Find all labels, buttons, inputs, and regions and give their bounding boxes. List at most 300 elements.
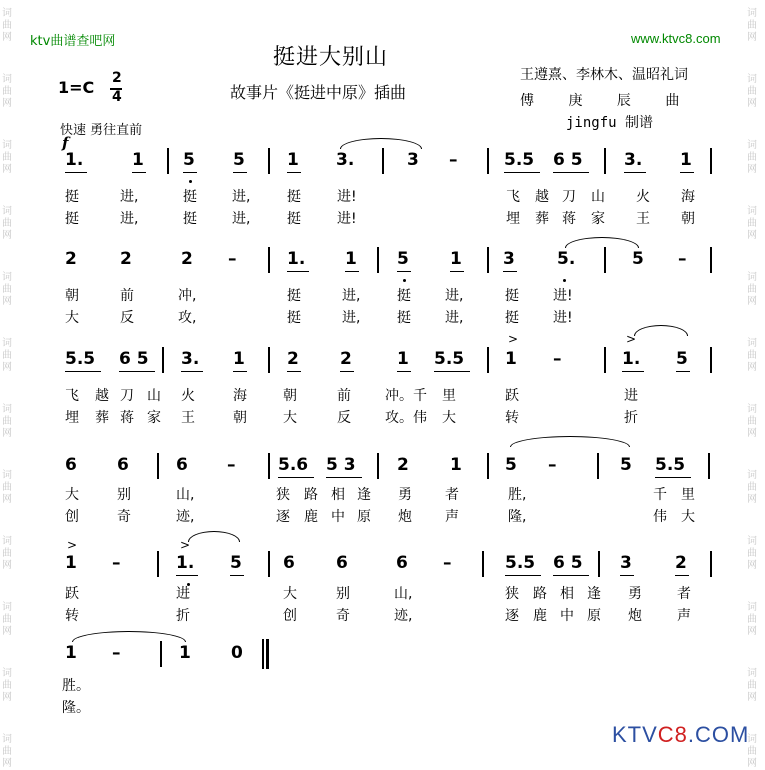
underline — [287, 271, 309, 272]
lyric: 越 — [535, 189, 549, 205]
lyricists: 王遵熹、李林木、温昭礼词 — [520, 67, 688, 83]
barline — [604, 347, 606, 373]
note: 3 — [503, 249, 515, 269]
lyric: 伟 — [653, 509, 667, 525]
note: 5 — [505, 455, 517, 475]
watermark-char: 网 — [747, 428, 757, 439]
lyric: 原 — [357, 509, 371, 525]
note: 1 — [287, 150, 299, 170]
watermark-char: 词 — [747, 668, 757, 679]
underline — [181, 371, 203, 372]
note: 1 — [65, 643, 77, 663]
note: 1. — [65, 150, 84, 170]
lyric: 埋 — [506, 211, 520, 227]
lyric: 朝 — [233, 410, 247, 426]
barline — [167, 148, 169, 174]
watermark-char: 曲 — [747, 86, 757, 97]
note: 3. — [336, 150, 355, 170]
underline — [655, 477, 691, 478]
watermark-char: 词 — [2, 734, 12, 745]
note: 3 — [620, 553, 632, 573]
lyric: 里 — [442, 388, 456, 404]
note: – — [449, 150, 458, 170]
note: 1 — [450, 455, 462, 475]
lyric: 进 — [176, 586, 190, 602]
barline — [598, 551, 600, 577]
watermark-char: 词 — [2, 206, 12, 217]
note: 1 — [179, 643, 191, 663]
note: 5.5 — [65, 349, 96, 369]
accent: > — [180, 538, 191, 552]
lyric: 挺 — [65, 211, 79, 227]
note: 6 — [117, 455, 129, 475]
watermark-char: 词 — [747, 470, 757, 481]
lyric: 刀 — [120, 388, 134, 404]
lyric: 大 — [65, 310, 79, 326]
lyric: 狭 — [505, 586, 519, 602]
watermark-char: 词 — [2, 272, 12, 283]
lyric: 狭 — [276, 487, 290, 503]
underline — [119, 371, 155, 372]
watermark-char: 网 — [747, 164, 757, 175]
note: 3 — [407, 150, 419, 170]
underline — [65, 172, 87, 173]
underline — [434, 371, 470, 372]
watermark-char: 词 — [747, 536, 757, 547]
watermark-char: 词 — [2, 668, 12, 679]
watermark-char: 曲 — [747, 218, 757, 229]
lyric: 进, — [120, 189, 139, 205]
watermark-char: 曲 — [747, 746, 757, 757]
watermark-char: 词 — [747, 734, 757, 745]
lyric: 火 — [636, 189, 650, 205]
watermark-char: 曲 — [747, 548, 757, 559]
barline — [268, 347, 270, 373]
lyric: 里 — [681, 487, 695, 503]
slur — [565, 237, 639, 248]
lyric: 海 — [233, 388, 247, 404]
lyric: 中 — [560, 608, 574, 624]
lyric: 进, — [445, 310, 464, 326]
lyric: 朝 — [65, 288, 79, 304]
note: 6 — [283, 553, 295, 573]
barline — [162, 347, 164, 373]
underline — [622, 371, 644, 372]
watermark-char: 网 — [747, 560, 757, 571]
lyric: 声 — [677, 608, 691, 624]
note: 1 — [233, 349, 245, 369]
lyric: 王 — [181, 410, 195, 426]
note: 6 5 — [553, 553, 583, 573]
note: 5 — [632, 249, 644, 269]
site-name[interactable]: ktv曲谱查吧网 — [30, 34, 116, 49]
note: 3. — [624, 150, 643, 170]
underline — [504, 172, 540, 173]
underline — [278, 477, 314, 478]
lyric: 进! — [553, 310, 573, 326]
slur — [340, 138, 422, 149]
lyric: 山, — [394, 586, 413, 602]
lyric: 进, — [445, 288, 464, 304]
slur — [634, 325, 688, 336]
watermark-char: 曲 — [747, 680, 757, 691]
barline — [604, 148, 606, 174]
watermark-char: 网 — [2, 296, 12, 307]
watermark-char: 曲 — [747, 20, 757, 31]
underline — [230, 575, 244, 576]
octave-dot — [563, 279, 566, 282]
lyric: 迹, — [176, 509, 195, 525]
underline — [287, 371, 301, 372]
lyric: 奇 — [117, 509, 131, 525]
octave-dot — [403, 279, 406, 282]
lyric: 相 — [331, 487, 345, 503]
watermark-char: 词 — [747, 206, 757, 217]
barline — [710, 347, 712, 373]
lyric: 蒋 — [120, 410, 134, 426]
watermark-char: 曲 — [2, 482, 12, 493]
lyric: 朝 — [681, 211, 695, 227]
lyric: 挺 — [287, 189, 301, 205]
lyric: 跃 — [65, 586, 79, 602]
note: 5 3 — [326, 455, 356, 475]
slur — [188, 531, 240, 542]
watermark-char: 曲 — [2, 548, 12, 559]
lyric: 挺 — [183, 211, 197, 227]
watermark-char: 词 — [2, 602, 12, 613]
watermark-char: 网 — [747, 362, 757, 373]
lyric: 挺 — [183, 189, 197, 205]
barline — [710, 247, 712, 273]
lyric: 鹿 — [533, 608, 547, 624]
underline — [505, 575, 541, 576]
lyric: 逐 — [505, 608, 519, 624]
accent: > — [67, 538, 78, 552]
note: 5.5 — [655, 455, 686, 475]
note: – — [112, 553, 121, 573]
barline — [382, 148, 384, 174]
watermark-char: 网 — [747, 32, 757, 43]
transcriber: jingfu 制谱 — [566, 115, 654, 131]
underline — [340, 371, 354, 372]
watermark-char: 网 — [2, 560, 12, 571]
lyric: 进, — [120, 211, 139, 227]
note: 2 — [340, 349, 352, 369]
underline — [624, 172, 646, 173]
underline — [553, 172, 589, 173]
lyric: 进, — [342, 288, 361, 304]
lyric: 挺 — [287, 310, 301, 326]
lyric: 大 — [283, 586, 297, 602]
lyric: 原 — [587, 608, 601, 624]
note: 5.5 — [505, 553, 536, 573]
watermark-char: 词 — [2, 536, 12, 547]
underline — [233, 371, 247, 372]
barline — [487, 247, 489, 273]
underline — [326, 477, 362, 478]
watermark-char: 词 — [747, 74, 757, 85]
watermark-char: 词 — [2, 74, 12, 85]
watermark-char: 网 — [2, 626, 12, 637]
underline — [397, 271, 411, 272]
watermark-char: 网 — [2, 428, 12, 439]
note: 2 — [675, 553, 687, 573]
underline — [397, 371, 411, 372]
dynamic-marking: f — [62, 134, 69, 152]
lyric: 进! — [337, 211, 357, 227]
lyric: 刀 — [562, 189, 576, 205]
note: 5.6 — [278, 455, 309, 475]
barline — [157, 551, 159, 577]
watermark-char: 网 — [2, 230, 12, 241]
note: – — [678, 249, 687, 269]
logo-part-b: C8 — [657, 722, 688, 747]
lyric: 挺 — [397, 288, 411, 304]
lyric: 大 — [65, 487, 79, 503]
note: – — [112, 643, 121, 663]
note: 1 — [132, 150, 144, 170]
barline — [710, 148, 712, 174]
note: 5.5 — [434, 349, 465, 369]
watermark-char: 曲 — [747, 614, 757, 625]
lyric: 炮 — [628, 608, 642, 624]
lyric: 跃 — [505, 388, 519, 404]
lyric: 葬 — [535, 211, 549, 227]
watermark-char: 词 — [747, 8, 757, 19]
watermark-char: 曲 — [747, 152, 757, 163]
note: – — [443, 553, 452, 573]
barline — [262, 639, 264, 669]
barline — [604, 247, 606, 273]
note: – — [548, 455, 557, 475]
lyric: 冲。千 — [385, 388, 427, 404]
time-signature-top: 2 — [112, 70, 122, 86]
note: 5 — [230, 553, 242, 573]
underline — [450, 271, 464, 272]
watermark-char: 网 — [747, 758, 757, 769]
lyric: 冲, — [178, 288, 197, 304]
lyric: 蒋 — [562, 211, 576, 227]
barline — [487, 347, 489, 373]
lyric: 炮 — [398, 509, 412, 525]
site-url[interactable]: www.ktvc8.com — [631, 31, 721, 46]
watermark-char: 曲 — [2, 284, 12, 295]
note: 1. — [176, 553, 195, 573]
lyric: 山 — [591, 189, 605, 205]
lyric: 家 — [147, 410, 161, 426]
underline — [680, 172, 694, 173]
watermark-char: 词 — [747, 272, 757, 283]
lyric: 山, — [176, 487, 195, 503]
lyric: 别 — [117, 487, 131, 503]
lyric: 挺 — [65, 189, 79, 205]
note: 2 — [65, 249, 77, 269]
lyric: 前 — [337, 388, 351, 404]
watermark-char: 曲 — [2, 416, 12, 427]
note: 6 — [176, 455, 188, 475]
barline — [708, 453, 710, 479]
lyric: 相 — [560, 586, 574, 602]
lyric: 千 — [653, 487, 667, 503]
lyric: 奇 — [336, 608, 350, 624]
lyric: 勇 — [398, 487, 412, 503]
lyric: 反 — [120, 310, 134, 326]
accent: > — [508, 332, 519, 346]
lyric: 反 — [337, 410, 351, 426]
lyric: 大 — [442, 410, 456, 426]
note: 6 5 — [119, 349, 149, 369]
lyric: 转 — [65, 608, 79, 624]
lyric: 挺 — [287, 288, 301, 304]
barline — [268, 247, 270, 273]
watermark-char: 词 — [747, 602, 757, 613]
note: 5 — [676, 349, 688, 369]
note: 2 — [120, 249, 132, 269]
underline — [675, 575, 689, 576]
lyric: 火 — [181, 388, 195, 404]
watermark-char: 曲 — [2, 746, 12, 757]
note: 1 — [65, 553, 77, 573]
note: – — [227, 455, 236, 475]
watermark-char: 网 — [2, 362, 12, 373]
watermark-char: 网 — [2, 98, 12, 109]
underline — [345, 271, 359, 272]
barline — [487, 453, 489, 479]
lyric: 挺 — [505, 310, 519, 326]
lyric: 创 — [65, 509, 79, 525]
underline — [503, 271, 517, 272]
slur — [72, 631, 186, 642]
note: 2 — [287, 349, 299, 369]
watermark-char: 网 — [747, 494, 757, 505]
note: 1. — [287, 249, 306, 269]
note: 1 — [450, 249, 462, 269]
watermark-char: 曲 — [747, 284, 757, 295]
lyric: 攻。伟 — [385, 410, 427, 426]
watermark-char: 曲 — [2, 218, 12, 229]
watermark-char: 词 — [2, 470, 12, 481]
lyric: 者 — [445, 487, 459, 503]
song-title: 挺进大别山 — [273, 45, 389, 70]
barline — [482, 551, 484, 577]
watermark-char: 曲 — [2, 86, 12, 97]
note: 1. — [622, 349, 641, 369]
lyric: 逐 — [276, 509, 290, 525]
note: 5 — [397, 249, 409, 269]
lyric: 隆。 — [62, 700, 90, 716]
watermark-char: 网 — [747, 98, 757, 109]
note: 5 — [233, 150, 245, 170]
note: 1 — [345, 249, 357, 269]
underline — [65, 371, 101, 372]
final-barline — [266, 639, 269, 669]
lyric: 进 — [624, 388, 638, 404]
watermark-char: 词 — [2, 404, 12, 415]
note: 1 — [505, 349, 517, 369]
lyric: 别 — [336, 586, 350, 602]
note: 1 — [680, 150, 692, 170]
watermark-char: 词 — [747, 140, 757, 151]
barline — [157, 453, 159, 479]
watermark-char: 词 — [2, 140, 12, 151]
lyric: 进! — [337, 189, 357, 205]
barline — [268, 453, 270, 479]
tempo-marking: 快速 勇往直前 — [60, 123, 143, 138]
watermark-char: 曲 — [2, 20, 12, 31]
watermark-char: 曲 — [2, 680, 12, 691]
lyric: 越 — [95, 388, 109, 404]
barline — [487, 148, 489, 174]
lyric: 大 — [681, 509, 695, 525]
underline — [676, 371, 690, 372]
lyric: 飞 — [65, 388, 79, 404]
note: – — [553, 349, 562, 369]
underline — [553, 575, 589, 576]
watermark-char: 曲 — [747, 416, 757, 427]
barline — [377, 247, 379, 273]
lyric: 隆, — [508, 509, 527, 525]
lyric: 路 — [533, 586, 547, 602]
barline — [268, 148, 270, 174]
lyric: 者 — [677, 586, 691, 602]
watermark-char: 词 — [2, 338, 12, 349]
underline — [233, 172, 247, 173]
note: 2 — [397, 455, 409, 475]
watermark-char: 曲 — [2, 152, 12, 163]
note: 1 — [397, 349, 409, 369]
time-signature-bottom: 4 — [112, 89, 122, 105]
lyric: 家 — [591, 211, 605, 227]
barline — [710, 551, 712, 577]
watermark-char: 网 — [747, 230, 757, 241]
lyric: 挺 — [287, 211, 301, 227]
lyric: 飞 — [506, 189, 520, 205]
barline — [160, 641, 162, 667]
watermark-char: 词 — [2, 8, 12, 19]
slur — [510, 436, 630, 447]
lyric: 迹, — [394, 608, 413, 624]
watermark-char: 曲 — [747, 350, 757, 361]
lyric: 胜。 — [62, 678, 90, 694]
lyric: 路 — [304, 487, 318, 503]
underline — [132, 172, 146, 173]
lyric: 进, — [342, 310, 361, 326]
watermark-char: 曲 — [747, 482, 757, 493]
lyric: 鹿 — [304, 509, 318, 525]
underline — [620, 575, 634, 576]
song-subtitle: 故事片《挺进中原》插曲 — [230, 83, 407, 102]
lyric: 折 — [176, 608, 190, 624]
lyric: 创 — [283, 608, 297, 624]
watermark-char: 网 — [2, 758, 12, 769]
lyric: 声 — [445, 509, 459, 525]
lyric: 山 — [147, 388, 161, 404]
lyric: 王 — [636, 211, 650, 227]
watermark-char: 词 — [747, 338, 757, 349]
lyric: 大 — [283, 410, 297, 426]
note: 5. — [557, 249, 576, 269]
watermark-char: 网 — [2, 32, 12, 43]
lyric: 进, — [232, 211, 251, 227]
site-logo[interactable] — [612, 722, 749, 748]
underline — [183, 172, 197, 173]
barline — [268, 551, 270, 577]
watermark-char: 网 — [747, 626, 757, 637]
lyric: 埋 — [65, 410, 79, 426]
lyric: 挺 — [505, 288, 519, 304]
lyric: 进, — [232, 189, 251, 205]
lyric: 海 — [681, 189, 695, 205]
